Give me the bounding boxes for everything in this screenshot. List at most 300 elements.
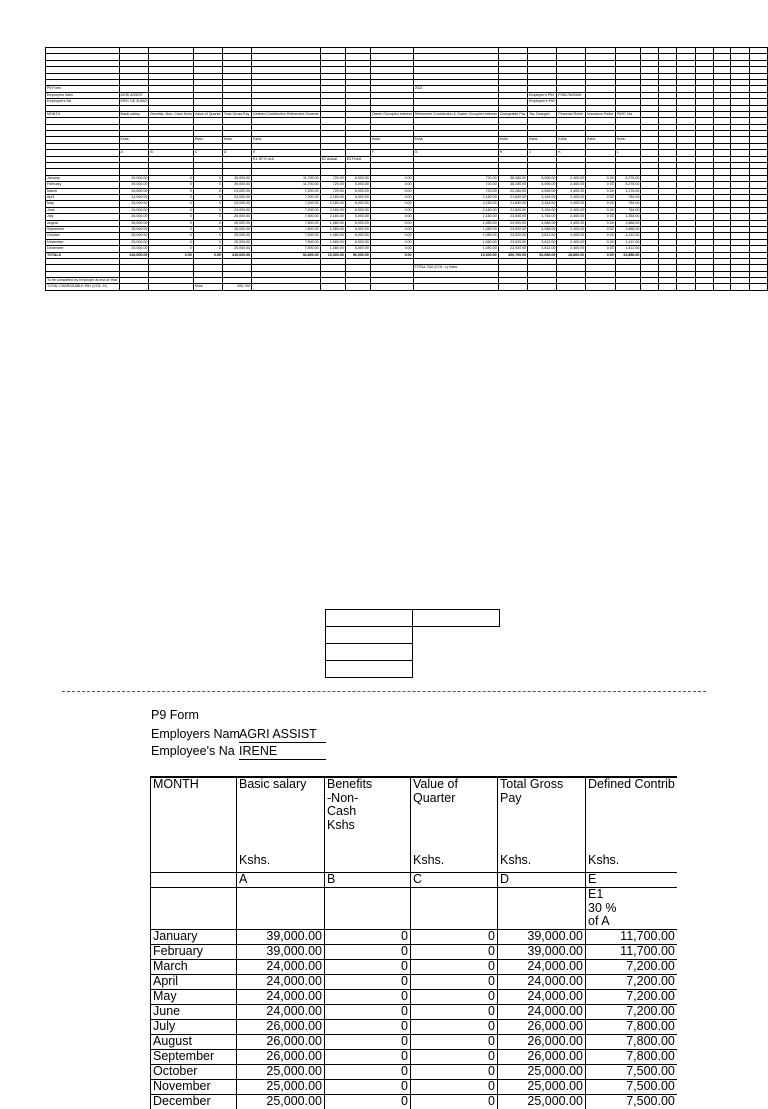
sheet-cell-E2: 1,080.00 [320,246,345,252]
zoom-cell-E1: 7,200.00 [586,959,677,974]
zoom-cell-C: 0 [411,974,498,989]
sheet-cell-J: 3,164.00 [528,201,557,207]
zoom-cell-B: 0 [325,1094,411,1109]
form-title: P9 Form [151,708,199,722]
sheet-cell-J: 3,596.00 [528,188,557,194]
sheet-col-letter: A [119,150,149,156]
sheet-col-header: Tax Charged [528,111,557,117]
sheet-cell-month: September [46,226,120,232]
sheet-cell-B: 0 [149,188,193,194]
sheet-cell-L: 1,412.00 [615,239,641,245]
sheet-col-unit: Kshs. [193,137,222,143]
sheet-cell-A: 39,000.00 [119,175,149,181]
sheet-cell-C: 0 [193,226,222,232]
sheet-total-chargeable-label: TOTAL CHARGEABLE PAY (COL. H) [46,284,120,290]
zoom-cell-A: 24,000.00 [237,959,325,974]
sheet-col-letter: C [193,150,222,156]
benefits-header: Benefits -Non- Cash Kshs [325,777,411,854]
zoom-cell-B: 0 [325,944,411,959]
zoom-unit-row [151,854,677,873]
sheet-cell-K: 2,400.00 [557,233,586,239]
sheet-cell [659,284,677,290]
sheet-cell-E1: 7,500.00 [252,233,321,239]
zoom-cell-C: 0 [411,1004,498,1019]
sheet-cell-G: 1,080.00 [413,220,498,226]
sheet-col-header: PAYE Tax [615,111,641,117]
sheet-cell-ins: 0.00 [586,220,616,226]
employer-label: Employers Nam [151,727,240,741]
sheet-cell-L: 764.00 [615,194,641,200]
sheet-col-header: Chargeable Pay [498,111,527,117]
sheet-cell-E1: 7,200.00 [252,194,321,200]
sheet-cell-E3: 6,000.00 [345,246,370,252]
sheet-cell-C: 0 [193,207,222,213]
sheet-cell-ins: 0.00 [586,188,616,194]
sheet-cell-J: 3,164.00 [528,207,557,213]
sheet-cell-E3: 6,000.00 [345,220,370,226]
letter-c: C [411,873,498,888]
zoom-cell-C: 0 [411,944,498,959]
zoom-cell-D: 24,000.00 [498,1004,586,1019]
sheet-cell-month: December [46,246,120,252]
sheet-cell-E2: 720.00 [320,188,345,194]
sheet-col-sub: E2 Actual [320,156,345,162]
total-gross-pay-header: Total Gross Pay [498,777,586,854]
sheet-cell-D: 26,000.00 [222,220,251,226]
sheet-col-letter: E [252,150,321,156]
sheet-cell-C: 0 [193,233,222,239]
sheet-cell-D: 26,000.00 [222,214,251,220]
sheet-cell-L: 764.00 [615,201,641,207]
sheet-cell [498,284,527,290]
p9-spreadsheet-overview [45,47,768,291]
sheet-employee-name: ERIC DE ZUNIO [120,99,148,104]
sheet-col-letter: B [149,150,193,156]
sheet-cell-B: 0 [149,194,193,200]
zoom-cell-B: 0 [325,1064,411,1079]
sheet-cell-ins: 0.00 [586,239,616,245]
table-row [151,944,677,959]
sheet-cell-K: 2,400.00 [557,207,586,213]
sheet-cell [695,284,713,290]
sheet-cell-H: 23,840.00 [498,214,527,220]
sheet-total-D: 316,000.00 [222,252,251,258]
zoom-cell-D: 25,000.00 [498,1094,586,1109]
sheet-cell-H: 23,280.00 [498,188,527,194]
letter-b: B [325,873,411,888]
sheet-col-letter: L [615,150,641,156]
sheet-total-B: 0.00 [149,252,193,258]
zoom-cell-B: 0 [325,929,411,944]
sheet-col-unit: Kshs. [615,137,641,143]
e1-label: E1 [588,887,604,901]
sheet-cell-H: 38,280.00 [498,182,527,188]
sheet-cell-A: 24,000.00 [119,188,149,194]
sheet-col-letter: J [528,150,557,156]
table-row [151,1019,677,1034]
sheet-cell-month: November [46,239,120,245]
zoom-cell-D: 39,000.00 [498,944,586,959]
sheet-cell-E1: 7,200.00 [252,207,321,213]
sheet-col-unit: Kshs. [252,137,321,143]
sheet-total-A: 316,000.00 [119,252,149,258]
sheet-cell-H: 38,280.00 [498,175,527,181]
sheet-col-letter: D [222,150,251,156]
table-row [151,1034,677,1049]
sheet-cell-month: October [46,233,120,239]
sheet-col-letter: F [370,150,413,156]
sheet-cell-G: 1,080.00 [413,239,498,245]
zoom-cell-A: 24,000.00 [237,989,325,1004]
zoom-cell-month: February [151,944,237,959]
sheet-employer-name: AGRI ASSIST [119,92,149,98]
sheet-cell-F: 0.00 [370,239,413,245]
sheet-col-header: Basic salary [119,111,149,117]
sheet-cell-E2: 2,160.00 [320,201,345,207]
zoom-cell-E1: 7,200.00 [586,989,677,1004]
zoom-sub-row [151,888,677,930]
sheet-cell-J: 3,812.00 [528,246,557,252]
sheet-cell-E1: 7,500.00 [252,246,321,252]
sheet-total-tax-label: TOTAL TAX (COL. L) Kshs [413,265,498,271]
sheet-col-header: Insurance Relief [586,111,616,117]
sheet-cell-D: 24,000.00 [222,207,251,213]
zoom-cell-month: December [151,1094,237,1109]
sheet-cell-F: 0.00 [370,201,413,207]
zoom-cell-A: 26,000.00 [237,1019,325,1034]
sheet-cell-G: 720.00 [413,188,498,194]
unit-e: Kshs. [586,854,677,873]
sheet-cell-H: 23,920.00 [498,239,527,245]
letter-a: A [237,873,325,888]
sheet-cell-L: 764.00 [615,207,641,213]
sheet-cell-G: 2,160.00 [413,194,498,200]
sheet-cell-A: 25,000.00 [119,233,149,239]
sheet-cell-month: May [46,201,120,207]
sheet-cell-B: 0 [149,175,193,181]
sheet-cell-C: 0 [193,175,222,181]
sheet-cell-E2: 1,080.00 [320,239,345,245]
sheet-cell-H: 21,840.00 [498,207,527,213]
sheet-cell-ins: 0.00 [586,182,616,188]
sheet-cell-month: January [46,175,120,181]
p9-zoom-table [150,776,677,1109]
zoom-cell-D: 26,000.00 [498,1034,586,1049]
sheet-kshs-label: Kshs [193,284,222,290]
zoom-cell-B: 0 [325,1049,411,1064]
sheet-cell [413,284,498,290]
month-header: MONTH [151,777,237,854]
sheet-form-title: P9 Form [46,86,120,92]
sheet-total-C: 0.00 [193,252,222,258]
sheet-cell-L: 1,276.00 [615,188,641,194]
zoom-cell-month: April [151,974,237,989]
table-row [151,1094,677,1109]
zoom-cell-B: 0 [325,959,411,974]
zoom-cell-month: January [151,929,237,944]
sheet-cell-ins: 0.00 [586,246,616,252]
zoom-cell-C: 0 [411,929,498,944]
sheet-cell-B: 0 [149,220,193,226]
sheet-cell-H: 23,920.00 [498,246,527,252]
sheet-cell-C: 0 [193,246,222,252]
sheet-cell-E2: 1,080.00 [320,233,345,239]
sheet-cell-E2: 1,080.00 [320,226,345,232]
sheet-cell-E1: 7,200.00 [252,188,321,194]
basic-salary-header: Basic salary [237,777,325,854]
sheet-cell-A: 26,000.00 [119,214,149,220]
zoom-cell-E1: 7,500.00 [586,1079,677,1094]
sheet-col-unit: Kshs. [586,137,616,143]
sheet-cell-A: 26,000.00 [119,226,149,232]
dashed-separator [62,691,706,692]
zoom-cell-A: 25,000.00 [237,1079,325,1094]
sheet-cell-F: 0.00 [370,194,413,200]
sheet-cell-F: 0.00 [370,233,413,239]
sheet-cell-B: 0 [149,226,193,232]
sheet-cell-H: 21,840.00 [498,201,527,207]
sheet-cell-E3: 6,000.00 [345,201,370,207]
zoom-cell-C: 0 [411,1049,498,1064]
sheet-cell-F: 0.00 [370,182,413,188]
zoom-cell-B: 0 [325,974,411,989]
sheet-cell-L: 5,278.00 [615,175,641,181]
sheet-total-L: 23,856.00 [615,252,641,258]
table-row [151,989,677,1004]
sheet-cell-D: 24,000.00 [222,201,251,207]
zoom-header-row [151,777,677,854]
sheet-cell-E1: 7,500.00 [252,239,321,245]
sheet-cell-L: 1,364.00 [615,214,641,220]
sheet-cell-C: 0 [193,201,222,207]
sheet-col-unit: Kshs. [413,137,498,143]
sheet-cell-L: 1,688.00 [615,220,641,226]
sheet-cell-A: 24,000.00 [119,201,149,207]
sheet-cell-J: 3,164.00 [528,194,557,200]
sheet-col-header: Benefits -Non- Cash Kshs [150,111,192,116]
sheet-employee-label: Employee's Na [46,99,120,105]
zoom-cell-E1: 7,800.00 [586,1019,677,1034]
sheet-cell-H: 21,840.00 [498,194,527,200]
sheet-cell-month: April [46,194,120,200]
zoom-cell-C: 0 [411,959,498,974]
sheet-cell-B: 0 [149,246,193,252]
sheet-cell-D: 24,000.00 [222,194,251,200]
sheet-cell-K: 2,400.00 [557,220,586,226]
zoom-cell-A: 24,000.00 [237,1004,325,1019]
sheet-cell [252,284,321,290]
sheet-cell-G: 1,080.00 [413,233,498,239]
sheet-cell-E2: 720.00 [320,175,345,181]
sheet-cell-E1: 7,800.00 [252,214,321,220]
sheet-cell-K: 2,400.00 [557,194,586,200]
sheet-col-header: Defined Contribution Retirement Scheme [253,111,319,116]
zoom-cell-A: 39,000.00 [237,944,325,959]
sheet-cell [528,284,557,290]
sheet-cell-month: June [46,207,120,213]
sheet-cell-month: August [46,220,120,226]
sheet-cell-E3: 6,000.00 [345,233,370,239]
sheet-cell-F: 0.00 [370,214,413,220]
sheet-col-header: Total Gross Pay [222,111,251,117]
sheet-cell-G: 720.00 [413,175,498,181]
zoom-cell-month: June [151,1004,237,1019]
sheet-cell-F: 0.00 [370,246,413,252]
sheet-cell-D: 39,000.00 [222,175,251,181]
sheet-cell [586,284,616,290]
sheet-col-unit: Kshs. [119,137,149,143]
zoom-cell-D: 26,000.00 [498,1049,586,1064]
sheet-cell [119,284,149,290]
sheet-cell-D: 25,000.00 [222,246,251,252]
sheet-col-header: Retirement Contribution & Owner Occupied Interest [414,111,497,116]
sheet-cell-J: 4,088.00 [528,226,557,232]
zoom-cell-D: 24,000.00 [498,959,586,974]
sheet-cell-G: 2,160.00 [413,207,498,213]
sheet-total-ins: 0.00 [586,252,616,258]
sheet-cell-G: 1,080.00 [413,246,498,252]
sheet-cell [713,284,731,290]
zoom-cell-A: 25,000.00 [237,1064,325,1079]
sheet-total-chargeable: 300,700 [222,284,251,290]
sheet-employer-pin-label: Employer's PIN [528,92,557,98]
sheet-cell-H: 24,920.00 [498,220,527,226]
sheet-cell-K: 2,400.00 [557,175,586,181]
zoom-cell-month: July [151,1019,237,1034]
sheet-cell-ins: 0.00 [586,233,616,239]
employer-name: AGRI ASSIST [239,726,326,743]
sheet-cell-C: 0 [193,214,222,220]
sheet-employer-label: Employers Nam [46,92,120,98]
e1-percent: 30 % [588,900,617,915]
sheet-col-header: Value of Quarter [194,111,221,116]
sheet-cell-B: 0 [149,201,193,207]
sheet-cell-E1: 7,200.00 [252,201,321,207]
zoom-cell-month: August [151,1034,237,1049]
sheet-cell-A: 24,000.00 [119,194,149,200]
sheet-cell [615,284,641,290]
zoom-cell-E1: 7,800.00 [586,1049,677,1064]
sheet-cell-C: 0 [193,194,222,200]
zoom-cell-E1: 11,700.00 [586,929,677,944]
zoom-cell-B: 0 [325,1079,411,1094]
sheet-cell [149,284,193,290]
sheet-cell-D: 24,000.00 [222,188,251,194]
zoom-cell-month: November [151,1079,237,1094]
sheet-cell [345,284,370,290]
zoom-cell-C: 0 [411,1064,498,1079]
table-row [151,1004,677,1019]
sheet-cell-C: 0 [193,188,222,194]
sheet-cell-F: 0.00 [370,220,413,226]
sheet-cell-E3: 6,000.00 [345,175,370,181]
sheet-cell-E1: 7,800.00 [252,226,321,232]
defined-contrib-header: Defined Contrib [586,777,677,854]
sheet-cell-L: 1,412.00 [615,233,641,239]
employee-label: Employee's Na [151,744,235,758]
sheet-cell-H: 23,920.00 [498,233,527,239]
sheet-cell-E3: 6,000.00 [345,207,370,213]
sheet-cell-E1: 7,800.00 [252,220,321,226]
zoom-cell-D: 39,000.00 [498,929,586,944]
zoom-cell-A: 24,000.00 [237,974,325,989]
sheet-cell-J: 3,812.00 [528,239,557,245]
sheet-cell-J: 8,096.00 [528,175,557,181]
zoom-cell-month: May [151,989,237,1004]
sheet-cell-G: 1,080.00 [413,226,498,232]
sheet-cell-K: 2,400.00 [557,239,586,245]
sheet-cell-E1: 11,700.00 [252,175,321,181]
letter-e: E [586,873,677,888]
sheet-cell-D: 25,000.00 [222,239,251,245]
sheet-cell-E2: 2,160.00 [320,207,345,213]
sheet-cell-ins: 0.00 [586,207,616,213]
sheet-col-sub: E3 Fixed [345,156,370,162]
sheet-cell-ins: 0.00 [586,226,616,232]
sheet-cell-E2: 720.00 [320,182,345,188]
zoom-cell-B: 0 [325,1019,411,1034]
sheet-cell-month: March [46,188,120,194]
sheet-total-label: TOTALS [46,252,120,258]
sheet-total-J: 52,656.00 [528,252,557,258]
zoom-cell-D: 26,000.00 [498,1019,586,1034]
sheet-cell-H: 24,920.00 [498,226,527,232]
sheet-cell-J: 4,088.00 [528,220,557,226]
sheet-employer-pin: P051764336H [557,92,586,98]
zoom-cell-A: 26,000.00 [237,1034,325,1049]
sheet-cell-E2: 1,080.00 [320,220,345,226]
sheet-cell-F: 0.00 [370,188,413,194]
sheet-col-letter: K [557,150,586,156]
sheet-cell-G: 2,160.00 [413,214,498,220]
sheet-cell-E3: 6,000.00 [345,188,370,194]
sheet-cell [557,284,586,290]
zoom-cell-A: 26,000.00 [237,1049,325,1064]
sheet-cell-month: July [46,214,120,220]
sheet-cell-E1: 11,700.00 [252,182,321,188]
zoom-cell-E1: 7,200.00 [586,974,677,989]
sheet-col-letter: G [413,150,498,156]
sheet-cell-E3: 6,000.00 [345,239,370,245]
sheet-cell-J: 8,096.00 [528,182,557,188]
sheet-cell-C: 0 [193,239,222,245]
table-row [151,1049,677,1064]
sheet-total-E1: 94,800.00 [252,252,321,258]
zoom-cell-B: 0 [325,1004,411,1019]
zoom-cell-D: 24,000.00 [498,974,586,989]
sheet-cell-ins: 0.00 [586,194,616,200]
sheet-cell-A: 25,000.00 [119,239,149,245]
sheet-cell-C: 0 [193,182,222,188]
zoom-cell-C: 0 [411,1034,498,1049]
empty-box-grid [325,609,500,678]
sheet-cell-A: 25,000.00 [119,246,149,252]
sheet-cell-J: 3,764.00 [528,214,557,220]
sheet-cell [731,284,749,290]
table-row [151,974,677,989]
sheet-cell-A: 39,000.00 [119,182,149,188]
sheet-cell-E3: 6,000.00 [345,214,370,220]
sheet-cell-K: 2,400.00 [557,246,586,252]
sheet-cell-F: 0.00 [370,226,413,232]
sheet-cell-B: 0 [149,207,193,213]
zoom-cell-month: September [151,1049,237,1064]
sheet-cell [320,284,345,290]
sheet-cell-B: 0 [149,214,193,220]
sheet-year: 2022 [413,86,498,92]
sheet-col-unit: Kshs. [370,137,413,143]
zoom-cell-E1: 7,500.00 [586,1094,677,1109]
